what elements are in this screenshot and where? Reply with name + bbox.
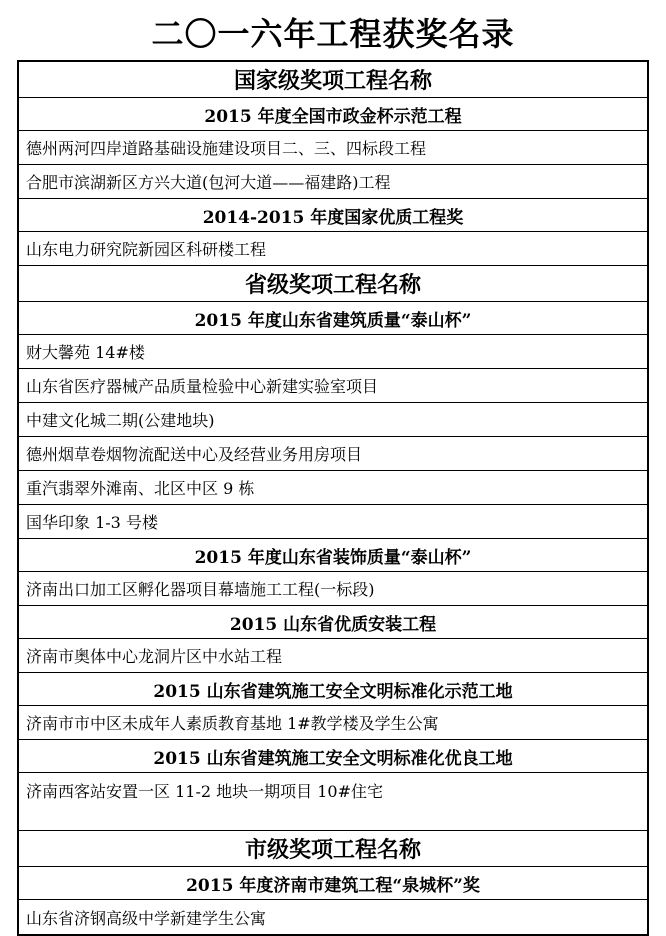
project-row: 济南西客站安置一区 11-2 地块一期项目 10#住宅 [19, 773, 647, 831]
award-title-row: 2014-2015 年度国家优质工程奖 [19, 199, 647, 232]
project-row: 财大馨苑 14#楼 [19, 335, 647, 369]
project-row: 山东电力研究院新园区科研楼工程 [19, 232, 647, 266]
award-title-row: 2015 山东省优质安装工程 [19, 606, 647, 639]
award-title-row: 2015 山东省建筑施工安全文明标准化优良工地 [19, 740, 647, 773]
section-header-row: 市级奖项工程名称 [19, 831, 647, 867]
project-row: 国华印象 1-3 号楼 [19, 505, 647, 539]
award-title-row: 2015 年度济南市建筑工程“泉城杯”奖 [19, 867, 647, 900]
document-title: 二〇一六年工程获奖名录 [151, 15, 515, 53]
project-row: 山东省济钢高级中学新建学生公寓 [19, 900, 647, 934]
awards-table [17, 60, 649, 936]
project-row: 合肥市滨湖新区方兴大道(包河大道——福建路)工程 [19, 165, 647, 199]
award-title-row: 2015 年度山东省建筑质量“泰山杯” [19, 302, 647, 335]
project-row: 中建文化城二期(公建地块) [19, 403, 647, 437]
project-row: 济南市奥体中心龙洞片区中水站工程 [19, 639, 647, 673]
project-row: 济南市市中区未成年人素质教育基地 1#教学楼及学生公寓 [19, 706, 647, 740]
award-title-row: 2015 山东省建筑施工安全文明标准化示范工地 [19, 673, 647, 706]
award-title-row: 2015 年度全国市政金杯示范工程 [19, 98, 647, 131]
project-row: 德州烟草卷烟物流配送中心及经营业务用房项目 [19, 437, 647, 471]
project-row: 山东省医疗器械产品质量检验中心新建实验室项目 [19, 369, 647, 403]
section-header-row: 省级奖项工程名称 [19, 266, 647, 302]
project-row: 重汽翡翠外滩南、北区中区 9 栋 [19, 471, 647, 505]
award-title-row: 2015 年度山东省装饰质量“泰山杯” [19, 539, 647, 572]
project-row: 济南出口加工区孵化器项目幕墙施工工程(一标段) [19, 572, 647, 606]
project-row: 德州两河四岸道路基础设施建设项目二、三、四标段工程 [19, 131, 647, 165]
section-header-row: 国家级奖项工程名称 [19, 62, 647, 98]
